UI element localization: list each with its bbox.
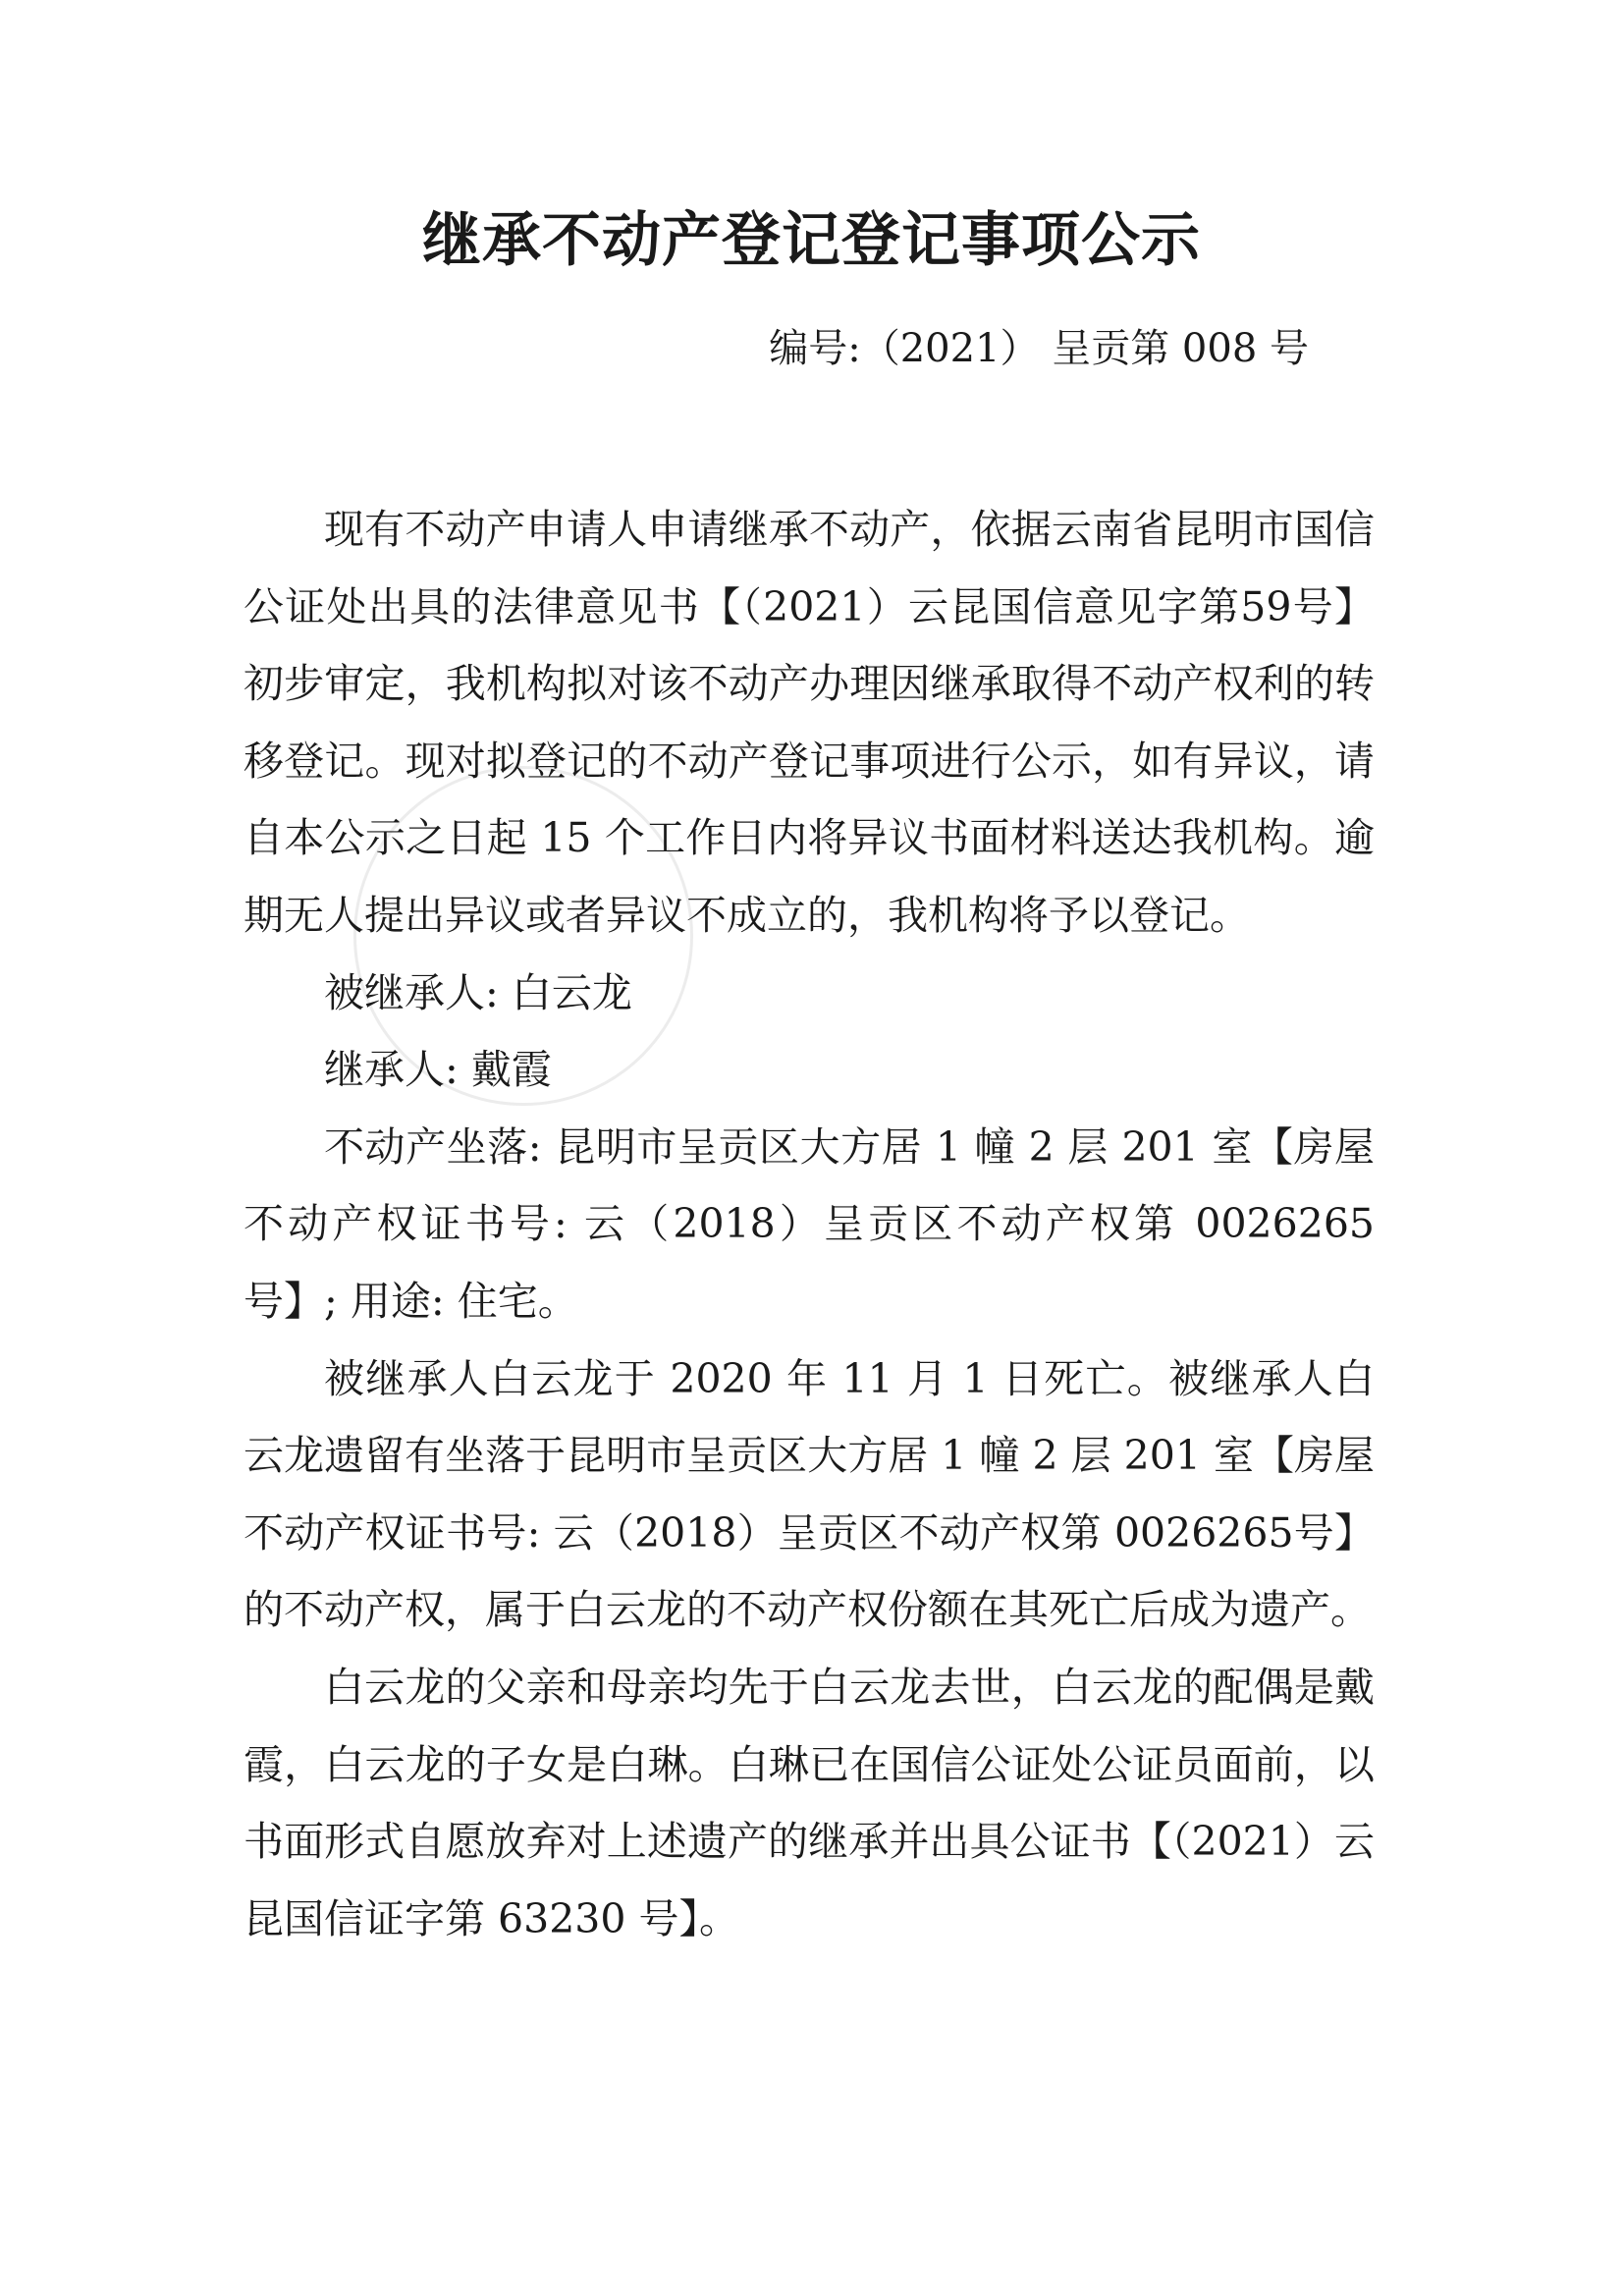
family-relationship-paragraph: 白云龙的父亲和母亲均先于白云龙去世，白云龙的配偶是戴霞，白云龙的子女是白琳。白琳已在国信公证处公证员面前，以书面形式自愿放弃对上述遗产的继承并出具公证书【（2021）云昆国信证字第 63230 号】。: [243, 1663, 1375, 1942]
decedent-line: 被继承人: 白云龙: [324, 968, 632, 1016]
document-title: 继承不动产登记登记事项公示: [422, 206, 1201, 275]
decedent-death-paragraph: 被继承人白云龙于 2020 年 11 月 1 日死亡。被继承人白云龙遗留有坐落于昆明市呈贡区大方居 1 幢 2 层 201 室【房屋不动产权证书号: 云（2018）呈贡区不动产权第 0026265号】的不动产权，属于白云龙的不动产权份额在其死亡后成为遗产。: [243, 1354, 1375, 1634]
document-body: [243, 491, 1375, 1957]
property-location-paragraph: 不动产坐落: 昆明市呈贡区大方居 1 幢 2 层 201 室【房屋不动产权证书号: 云（2018）呈贡区不动产权第 0026265号】; 用途: 住宅。: [243, 1122, 1375, 1325]
notice-paragraph: 现有不动产申请人申请继承不动产，依据云南省昆明市国信公证处出具的法律意见书【（2021）云昆国信意见字第59号】初步审定，我机构拟对该不动产办理因继承取得不动产权利的转移登记。现对拟登记的不动产登记事项进行公示，如有异议，请自本公示之日起 15 个工作日内将异议书面材料送达我机构。逾期无人提出异议或者异议不成立的，我机构将予以登记。: [243, 506, 1375, 939]
heir-line: 继承人: 戴霞: [324, 1046, 552, 1094]
document-number: 编号:（2021） 呈贡第 008 号: [769, 326, 1309, 371]
